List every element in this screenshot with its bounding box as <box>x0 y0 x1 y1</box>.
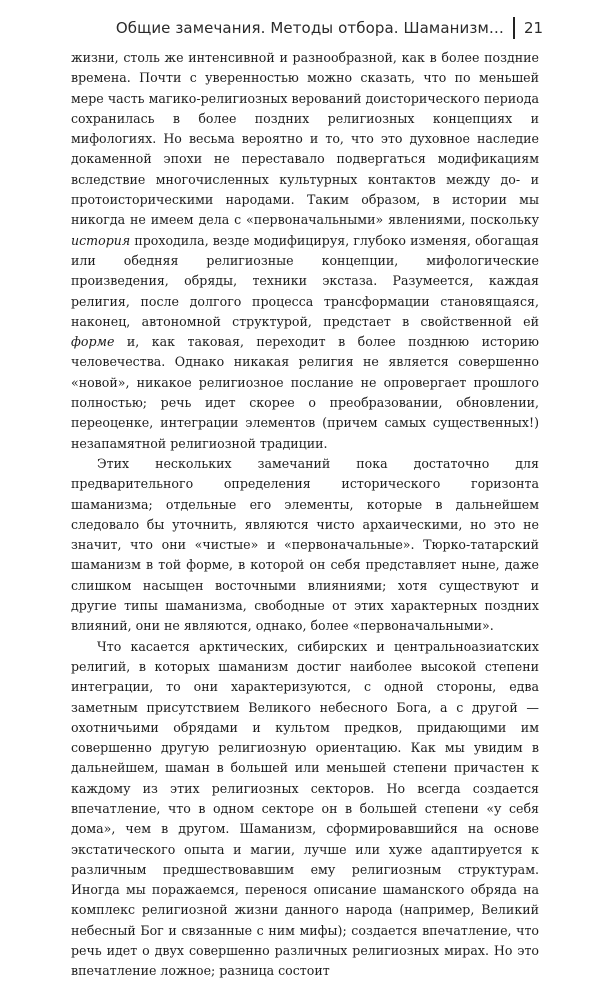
paragraph-1-part-1: жизни, столь же интенсивной и разнообразной, как в более поздние времена. Почти с уверенностью можно сказать, что по меньшей мере часть магико-религиозных верований доисторического периода сохранилась в более поздних религиозных концепциях и мифологиях. Но весьма вероятно и то, что это духовное наследие докаменной эпохи не переставало подвергаться модификациям вследствие многочисленных культурных контактов между до- и протоисторическими народами. Таким образом, в истории мы никогда не имеем дела с «первоначальными» явлениями, поскольку <box>71 50 539 228</box>
header-divider <box>513 17 515 39</box>
running-title: Общие замечания. Методы отбора. Шаманизм… <box>115 19 504 37</box>
page-number: 21 <box>524 19 544 37</box>
body-text <box>71 48 539 982</box>
italic-history: история <box>71 232 131 248</box>
paragraph-2: Этих нескольких замечаний пока достаточно для предварительного определения исторического горизонта шаманизма; отдельные его элементы, которые в дальнейшем следовало бы уточнить, являются чисто архаическими, но это не значит, что они «чистые» и «первоначальные». Тюрко-татарский шаманизм в той форме, в которой он себя представляет ныне, даже слишком насыщен восточными влияниями; хотя существуют и другие типы шаманизма, свободные от этих характерных поздних влияний, они не являются, однако, более «первоначальными». <box>71 455 539 634</box>
italic-form: форме <box>71 334 115 350</box>
paragraph-1 <box>71 48 539 454</box>
paragraph-1-part-3: и, как таковая, переходит в более позднюю историю человечества. Однако никакая религия не является совершенно «новой», никакое религиозное послание не опровергает прошлого полностью; речь идет скорее о преобразовании, обновлении, переоценке, интеграции элементов (причем самых существенных!) незапамятной религиозной традиции. <box>71 334 539 451</box>
paragraph-1-part-2: проходила, везде модифицируя, глубоко изменяя, обогащая или обедняя религиозные концепции, мифологические произведения, обряды, техники экстаза. Разумеется, каждая религия, после долгого процесса трансформации становящаяся, наконец, автономной структурой, предстает в свойственной ей <box>71 232 539 329</box>
running-head <box>0 17 600 41</box>
paragraph-3: Что касается арктических, сибирских и центральноазиатских религий, в которых шаманизм достиг наиболее высокой степени интеграции, то они характеризуются, с одной стороны, едва заметным присутствием Великого небесного Бога, а с другой — охотничьими обрядами и культом предков, придающими им совершенно другую религиозную ориентацию. Как мы увидим в дальнейшем, шаман в большей или меньшей степени причастен к каждому из этих религиозных секторов. Но всегда создается впечатление, что в одном секторе он в большей степени «у себя дома», чем в другом. Шаманизм, сформировавшийся на основе экстатического опыта и магии, лучше или хуже адаптируется к различным предшествовавшим ему религиозным структурам. Иногда мы поражаемся, перенося описание шаманского обряда на комплекс религиозной жизни данного народа (например, Великий небесный Бог и связанные с ним мифы); создается впечатление, что речь идет о двух совершенно различных религиозных мирах. Но это впечатление ложное; разница состоит <box>71 638 539 979</box>
